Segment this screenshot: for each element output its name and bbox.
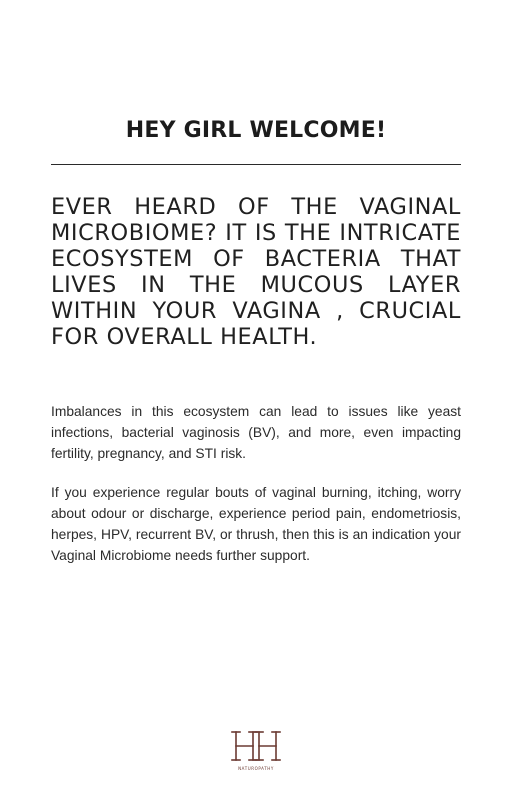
title-divider xyxy=(51,164,461,165)
headline: EVER HEARD OF THE VAGINAL MICROBIOME? IT IS THE INTRICATE ECOSYSTEM OF BACTERIA THAT LIVES IN THE MUCOUS LAYER WITHIN YOUR VAGINA , CRUCIAL FOR OVERALL HEALTH. xyxy=(51,194,461,350)
body-paragraph-1: Imbalances in this ecosystem can lead to issues like yeast infections, bacterial vaginosis (BV), and more, even impacting fertility, pregnancy, and STI risk. xyxy=(51,404,461,461)
page-title: HEY GIRL WELCOME! xyxy=(125,118,387,143)
hh-monogram-logo-icon xyxy=(226,727,286,775)
body-paragraph-2: If you experience regular bouts of vaginal burning, itching, worry about odour or discharge, experience period pain, endometriosis, herpes, HPV, recurrent BV, or thrush, then this is an indication your Vaginal Microbiome needs further support. xyxy=(51,485,461,563)
logo-tagline: NATUROPATHY xyxy=(238,766,274,771)
